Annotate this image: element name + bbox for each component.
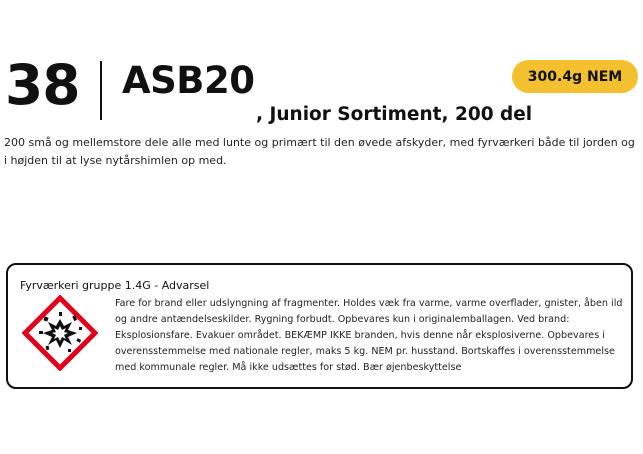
product-description: 200 små og mellemstore dele alle med lunte og primært til den øvede afskyder, med fyrværkeri både til jorden og i højden til at lyse nytårshimlen op med. — [4, 136, 635, 167]
product-number: 38 — [5, 53, 80, 117]
warning-box — [6, 263, 633, 389]
weight-badge: 300.4g NEM — [512, 60, 638, 93]
product-code: ASB20 — [122, 59, 255, 102]
exploding-bomb-icon — [22, 295, 98, 371]
warning-text: Fare for brand eller udslyngning af fragmenter. Holdes væk fra varme, varme overflader, gnister, åben ild og andre antændelseskilder. Rygning forbudt. Opbevares kun i originalemballagen. Ved brand: Eksplosionsfare. Evakuer området. BEKÆMP IKKE branden, hvis denne når eksplosiverne. Opbevares i overensstemmelse med nationale regler, maks 5 kg. NEM pr. husstand. Bortskaffes i overensstemmelse med kommunale regler. Må ikke udsættes for stød. Bær øjenbeskyttelse — [115, 298, 623, 373]
header-divider — [100, 61, 102, 120]
warning-title: Fyrværkeri gruppe 1.4G - Advarsel — [20, 279, 210, 292]
product-subtitle: , Junior Sortiment, 200 del — [256, 104, 533, 125]
